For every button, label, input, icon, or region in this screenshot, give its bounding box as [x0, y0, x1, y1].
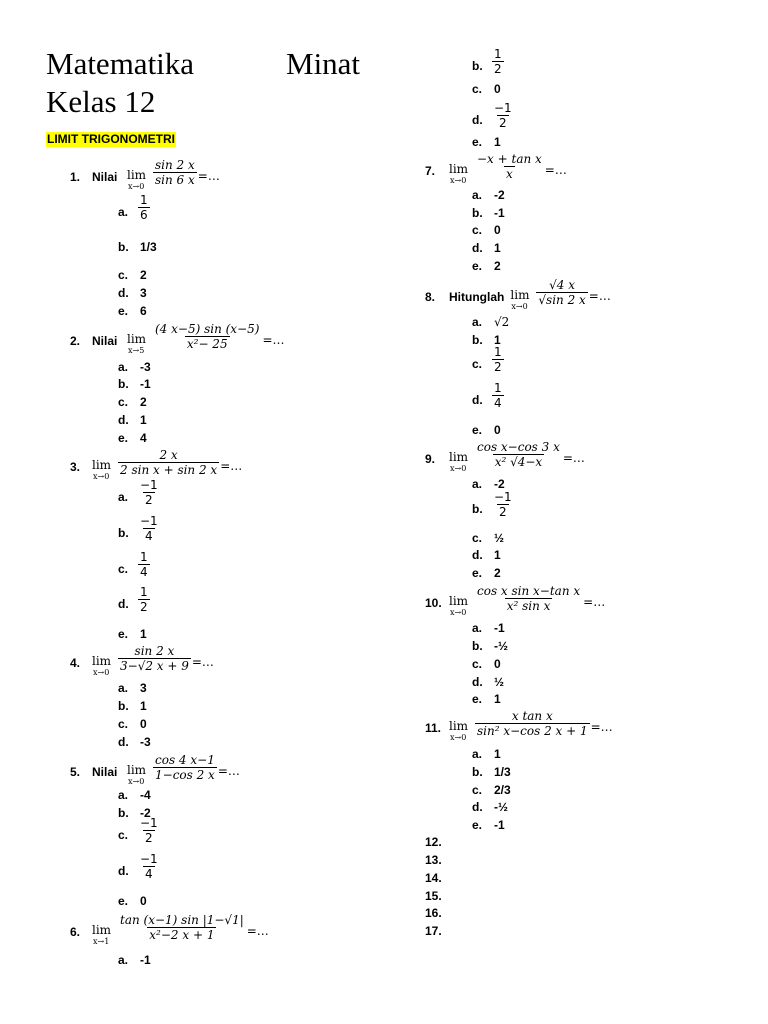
question-fraction [153, 322, 261, 351]
option-sqrt-value: √2 [494, 315, 510, 329]
equals-ellipsis: =… [562, 451, 585, 465]
question-number: 7. [425, 164, 436, 178]
option-fraction [138, 585, 150, 614]
option-value: 2 [494, 566, 501, 580]
fraction-numerator: 1 [494, 381, 502, 395]
fraction-numerator: 1 [494, 345, 502, 359]
option-fraction [492, 381, 504, 410]
option-letter: c. [118, 395, 129, 409]
fraction-numerator: sin 2 x [134, 644, 175, 658]
lim-subscript: x→0 [450, 176, 467, 185]
option-value: ½ [494, 531, 505, 545]
question-number: 14. [425, 871, 442, 885]
option-fraction [492, 47, 504, 76]
option-letter: e. [472, 566, 483, 580]
option-value: 1 [494, 135, 501, 149]
option-value: 0 [494, 423, 501, 437]
option-letter: a. [118, 360, 129, 374]
option-letter: c. [472, 357, 483, 371]
lim-subscript: x→0 [93, 668, 110, 677]
option-letter: c. [472, 82, 483, 96]
option-letter: a. [472, 315, 483, 329]
option-letter: d. [118, 413, 129, 427]
option-letter: e. [118, 894, 129, 908]
option-value: -4 [140, 788, 151, 802]
option-letter: b. [472, 765, 483, 779]
option-value: ½ [494, 675, 505, 689]
option-value: 1 [140, 627, 147, 641]
option-value: -3 [140, 735, 151, 749]
question-fraction [475, 440, 562, 469]
fraction-denominator: 4 [494, 396, 502, 410]
option-value: 0 [494, 82, 501, 96]
question-fraction [118, 448, 219, 477]
fraction-denominator: 4 [145, 529, 153, 543]
question-number: 2. [70, 334, 81, 348]
question-fraction [475, 709, 590, 738]
option-letter: a. [472, 477, 483, 491]
option-letter: c. [472, 783, 483, 797]
option-value: 1 [494, 548, 501, 562]
fraction-numerator: cos x sin x−tan x [477, 584, 581, 598]
fraction-denominator: x² sin x [506, 599, 551, 613]
option-letter: e. [472, 423, 483, 437]
option-value: 1 [494, 241, 501, 255]
option-letter: e. [472, 692, 483, 706]
option-fraction [138, 193, 150, 222]
option-letter: c. [118, 562, 129, 576]
option-letter: e. [118, 431, 129, 445]
option-value: 0 [140, 894, 147, 908]
fraction-denominator: 2 sin x + sin 2 x [120, 463, 218, 477]
option-letter: e. [472, 259, 483, 273]
option-value: -1 [494, 206, 505, 220]
option-value: -2 [140, 806, 151, 820]
option-value: -3 [140, 360, 151, 374]
fraction-numerator: sin 2 x [155, 158, 195, 172]
option-value: -½ [494, 800, 509, 814]
equals-ellipsis: =… [220, 459, 243, 473]
option-value: 0 [494, 223, 501, 237]
question-fraction [475, 152, 544, 181]
option-letter: d. [472, 241, 483, 255]
question-number: 8. [425, 290, 436, 304]
question-number: 4. [70, 656, 81, 670]
option-value: 4 [140, 431, 147, 445]
option-letter: b. [118, 240, 129, 254]
fraction-denominator: 2 [494, 360, 502, 374]
fraction-numerator: −1 [140, 478, 158, 492]
option-fraction [138, 852, 160, 881]
option-value: 3 [140, 286, 147, 300]
option-letter: c. [472, 531, 483, 545]
equals-ellipsis: =… [217, 764, 240, 778]
fraction-denominator: x [506, 167, 513, 181]
question-number: 12. [425, 835, 442, 849]
fraction-denominator: 3−√2 x + 9 [120, 659, 189, 673]
question-number: 16. [425, 906, 442, 920]
question-lead-text: Nilai [92, 334, 118, 348]
lim-subscript: x→0 [450, 464, 467, 473]
lim-subscript: x→0 [128, 182, 145, 191]
question-number: 9. [425, 452, 436, 466]
option-letter: b. [472, 639, 483, 653]
question-number: 3. [70, 460, 81, 474]
option-value: 0 [140, 717, 147, 731]
option-value: -½ [494, 639, 509, 653]
lim-subscript: x→0 [450, 608, 467, 617]
option-value: 1 [494, 747, 501, 761]
fraction-numerator: 1 [140, 550, 148, 564]
fraction-numerator: −1 [140, 514, 158, 528]
option-letter: e. [118, 627, 129, 641]
option-letter: b. [118, 526, 129, 540]
fraction-denominator: sin 6 x [155, 173, 195, 187]
option-value: 2 [140, 395, 147, 409]
option-value: -1 [494, 621, 505, 635]
fraction-denominator: x²− 25 [186, 337, 228, 351]
title-line1-right: Minat [286, 46, 361, 81]
option-letter: d. [472, 800, 483, 814]
question-number: 10. [425, 596, 442, 610]
option-letter: d. [472, 548, 483, 562]
option-value: 6 [140, 304, 147, 318]
option-fraction [138, 478, 160, 507]
option-value: 0 [494, 657, 501, 671]
question-number: 11. [425, 721, 442, 735]
question-fraction [118, 644, 191, 673]
title-line1-left: Matematika [46, 46, 195, 81]
lim-subscript: x→5 [128, 346, 145, 355]
fraction-denominator: 1−cos 2 x [155, 768, 215, 782]
question-number: 15. [425, 889, 442, 903]
option-letter: b. [118, 699, 129, 713]
option-letter: a. [118, 953, 129, 967]
fraction-numerator: 1 [140, 193, 148, 207]
lim-operator: lim [92, 654, 112, 668]
lim-subscript: x→0 [93, 472, 110, 481]
question-number: 13. [425, 853, 442, 867]
lim-operator: lim [449, 594, 469, 608]
fraction-denominator: 2 [145, 493, 153, 507]
equals-ellipsis: =… [191, 655, 214, 669]
option-letter: d. [118, 597, 129, 611]
option-value: -1 [494, 818, 505, 832]
option-value: 2/3 [494, 783, 511, 797]
option-letter: c. [118, 268, 129, 282]
option-value: -2 [494, 477, 505, 491]
fraction-denominator: 2 [499, 116, 507, 130]
option-letter: c. [472, 657, 483, 671]
fraction-numerator: −1 [140, 816, 158, 830]
option-value: 1 [140, 699, 147, 713]
option-fraction [492, 490, 514, 519]
question-number: 5. [70, 765, 81, 779]
option-value: 2 [140, 268, 147, 282]
option-letter: d. [472, 113, 483, 127]
option-letter: a. [118, 205, 129, 219]
fraction-denominator: 2 [499, 505, 507, 519]
fraction-denominator: 2 [140, 600, 148, 614]
option-letter: e. [472, 818, 483, 832]
fraction-numerator: x tan x [511, 709, 553, 723]
option-letter: d. [118, 735, 129, 749]
option-fraction [492, 101, 514, 130]
fraction-denominator: sin² x−cos 2 x + 1 [477, 724, 588, 738]
option-letter: e. [472, 135, 483, 149]
lim-operator: lim [127, 763, 147, 777]
option-letter: c. [472, 223, 483, 237]
lim-operator: lim [127, 332, 147, 346]
question-number: 1. [70, 170, 81, 184]
fraction-numerator: √4 x [549, 278, 576, 292]
option-letter: b. [118, 377, 129, 391]
option-fraction [138, 550, 150, 579]
fraction-denominator: x² √4−x [494, 455, 543, 469]
option-letter: b. [472, 333, 483, 347]
lim-operator: lim [127, 168, 147, 182]
question-fraction [475, 584, 582, 613]
option-value: 1 [494, 333, 501, 347]
option-value: 3 [140, 681, 147, 695]
fraction-denominator: 6 [140, 208, 148, 222]
option-letter: b. [472, 206, 483, 220]
option-value: -2 [494, 188, 505, 202]
option-fraction [138, 816, 160, 845]
option-letter: a. [118, 788, 129, 802]
fraction-numerator: 1 [494, 47, 502, 61]
option-letter: b. [118, 806, 129, 820]
fraction-numerator: −1 [494, 101, 512, 115]
equals-ellipsis: =… [544, 163, 567, 177]
option-letter: d. [118, 864, 129, 878]
option-letter: a. [472, 747, 483, 761]
fraction-denominator: 2 [145, 831, 153, 845]
lim-operator: lim [449, 450, 469, 464]
fraction-numerator: cos x−cos 3 x [477, 440, 560, 454]
option-value: 1 [494, 692, 501, 706]
title-line2: Kelas 12 [46, 84, 156, 119]
equals-ellipsis: =… [246, 924, 269, 938]
fraction-denominator: 2 [494, 62, 502, 76]
option-letter: a. [118, 681, 129, 695]
equals-ellipsis: =… [197, 169, 220, 183]
option-fraction [138, 514, 160, 543]
option-letter: d. [472, 393, 483, 407]
option-letter: a. [472, 621, 483, 635]
option-letter: e. [118, 304, 129, 318]
equals-ellipsis: =… [583, 595, 606, 609]
lim-operator: lim [92, 923, 112, 937]
lim-operator: lim [449, 719, 469, 733]
fraction-numerator: tan (x−1) sin |1−√1| [120, 913, 244, 927]
lim-subscript: x→0 [128, 777, 145, 786]
lim-operator: lim [449, 162, 469, 176]
option-value: 1/3 [494, 765, 511, 779]
fraction-denominator: 4 [140, 565, 148, 579]
option-fraction [492, 345, 504, 374]
option-letter: a. [118, 490, 129, 504]
option-value: -1 [140, 377, 151, 391]
fraction-numerator: cos 4 x−1 [155, 753, 215, 767]
option-value: 1/3 [140, 240, 157, 254]
question-number: 6. [70, 925, 81, 939]
fraction-numerator: 1 [140, 585, 148, 599]
question-fraction [153, 158, 197, 187]
option-letter: b. [472, 59, 483, 73]
section-heading: LIMIT TRIGONOMETRI [47, 132, 175, 146]
fraction-denominator: x²−2 x + 1 [149, 928, 215, 942]
question-fraction [118, 913, 246, 942]
option-letter: a. [472, 188, 483, 202]
option-value: 2 [494, 259, 501, 273]
equals-ellipsis: =… [588, 289, 611, 303]
option-letter: c. [118, 828, 129, 842]
fraction-numerator: 2 x [159, 448, 178, 462]
fraction-denominator: 4 [145, 867, 153, 881]
question-fraction [536, 278, 587, 307]
question-number: 17. [425, 924, 442, 938]
question-lead-text: Nilai [92, 170, 118, 184]
lim-subscript: x→0 [450, 733, 467, 742]
equals-ellipsis: =… [262, 333, 285, 347]
option-letter: d. [472, 675, 483, 689]
fraction-denominator: √sin 2 x [538, 293, 586, 307]
option-value: -1 [140, 953, 151, 967]
lim-operator: lim [92, 458, 112, 472]
fraction-numerator: −x + tan x [477, 152, 542, 166]
fraction-numerator: −1 [494, 490, 512, 504]
lim-subscript: x→0 [511, 302, 528, 311]
question-lead-text: Nilai [92, 765, 118, 779]
option-letter: c. [118, 717, 129, 731]
option-letter: b. [472, 502, 483, 516]
option-letter: d. [118, 286, 129, 300]
fraction-numerator: −1 [140, 852, 158, 866]
lim-operator: lim [510, 288, 530, 302]
lim-subscript: x→1 [93, 937, 110, 946]
question-lead-text: Hitunglah [449, 290, 505, 304]
fraction-numerator: (4 x−5) sin (x−5) [155, 322, 260, 336]
equals-ellipsis: =… [590, 720, 613, 734]
question-fraction [153, 753, 217, 782]
option-value: 1 [140, 413, 147, 427]
